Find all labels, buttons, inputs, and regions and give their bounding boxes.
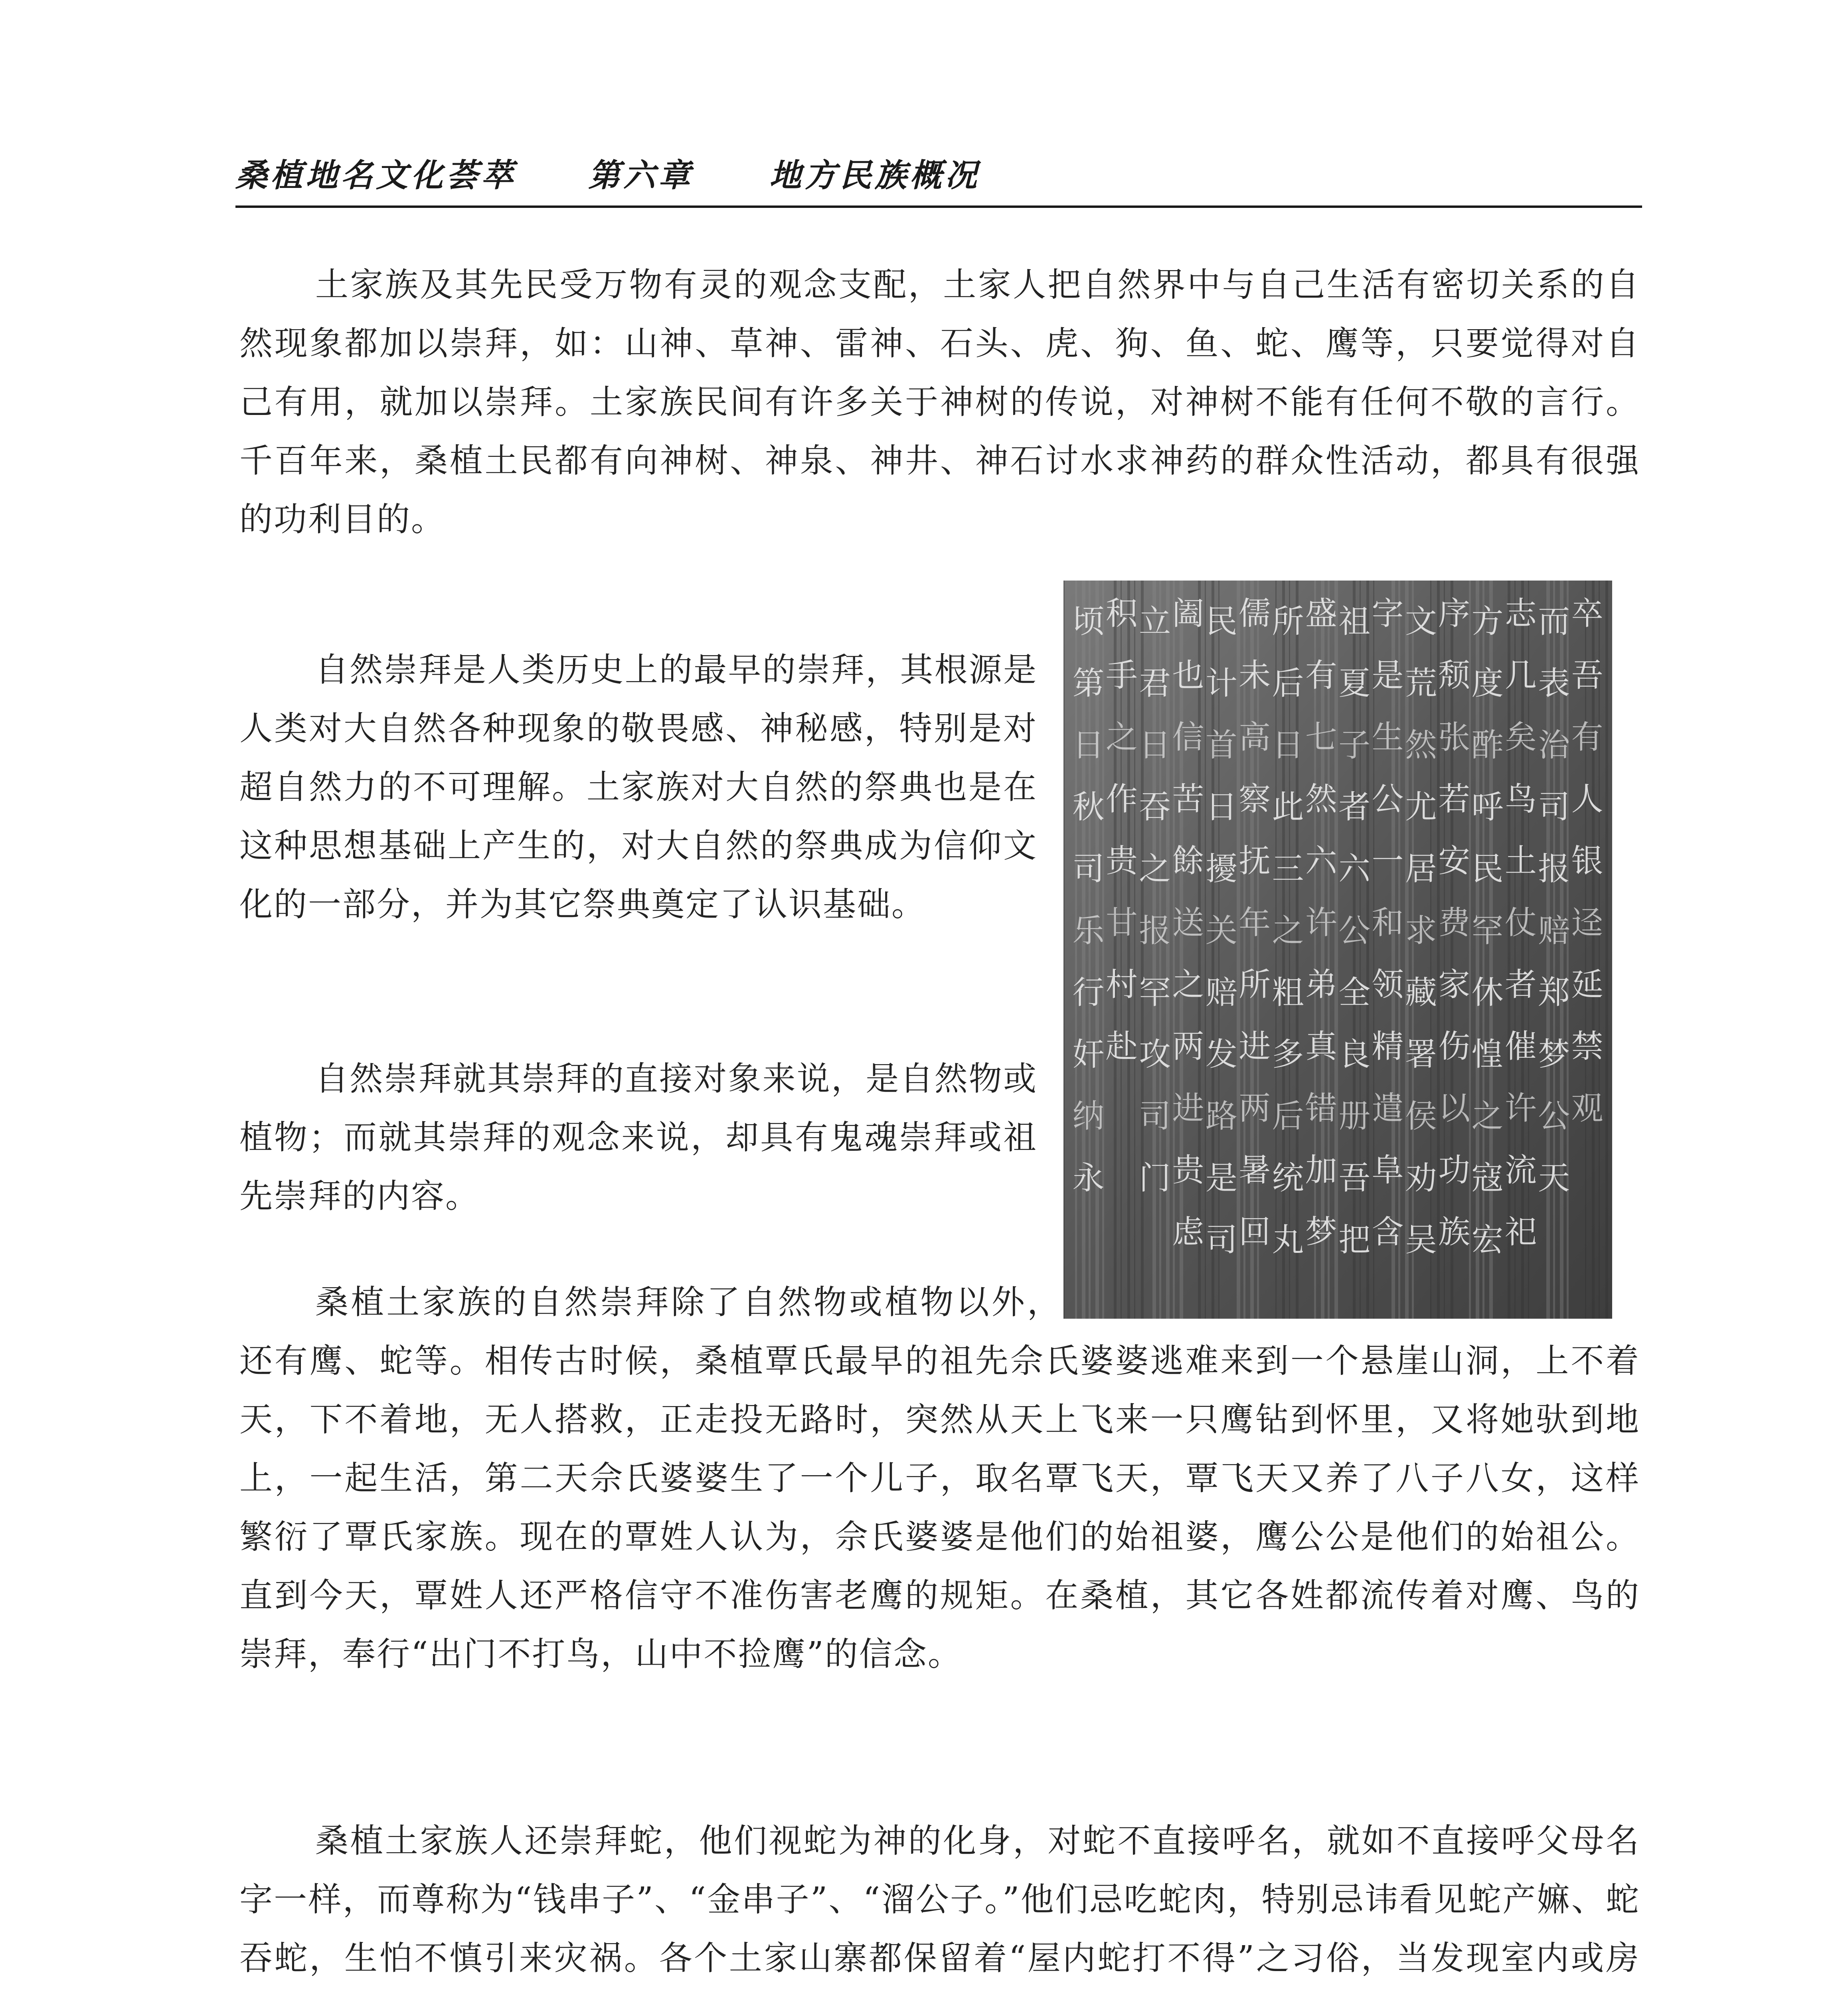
stele-character: 呼	[1471, 788, 1504, 826]
stele-character: 所	[1272, 603, 1304, 640]
stone-texture-streak	[1605, 581, 1608, 1319]
header-chapter: 第六章	[588, 156, 694, 194]
stele-character: 进	[1239, 1028, 1271, 1065]
stele-character: 吴	[1405, 1221, 1437, 1258]
stele-character: 秋	[1072, 788, 1105, 826]
stele-character: 抚	[1239, 842, 1271, 879]
stele-character: 和	[1372, 904, 1404, 941]
stele-character: 延	[1571, 966, 1603, 1003]
stele-character: 年	[1239, 904, 1271, 941]
stele-character: 以	[1438, 1090, 1470, 1127]
stele-character: 安	[1438, 842, 1470, 879]
stele-character: 罕	[1139, 974, 1171, 1011]
stele-character: 赴	[1105, 1028, 1138, 1065]
stele-character: 方	[1471, 603, 1504, 640]
stele-character: 阜	[1372, 1152, 1404, 1189]
stele-character: 然	[1405, 727, 1437, 764]
stele-character: 册	[1338, 1098, 1371, 1135]
stele-character: 路	[1205, 1098, 1237, 1135]
stele-character: 者	[1338, 788, 1371, 826]
stele-character: 祀	[1504, 1213, 1537, 1250]
stele-character: 擾	[1205, 850, 1237, 887]
stele-character: 银	[1571, 842, 1603, 879]
stele-character: 司	[1139, 1098, 1171, 1135]
stele-character: 君	[1139, 665, 1171, 702]
stele-character: 首	[1205, 727, 1237, 764]
stele-character: 侯	[1405, 1098, 1437, 1135]
stele-character: 流	[1504, 1152, 1537, 1189]
stele-character: 公	[1338, 912, 1371, 949]
header-chapter-title: 地方民族概况	[769, 156, 980, 194]
stele-character: 加	[1305, 1152, 1337, 1189]
stele-character: 公	[1372, 780, 1404, 818]
stele-character: 许	[1504, 1090, 1537, 1127]
paragraph-2: 自然崇拜是人类历史上的最早的崇拜，其根源是人类对大自然各种现象的敬畏感、神秘感，特别是对超自然力的不可理解。土家族对大自然的祭典也是在这种思想基础上产生的，对大自然的祭典成为信仰文化的一部分，并为其它祭典奠定了认识基础。	[239, 650, 1038, 924]
stele-character: 良	[1338, 1036, 1371, 1073]
stele-character: 作	[1105, 780, 1138, 818]
stele-character: 领	[1372, 966, 1404, 1003]
stele-character: 之	[1139, 850, 1171, 887]
stele-character: 表	[1538, 665, 1570, 702]
stele-character: 公	[1538, 1098, 1570, 1135]
stele-character: 之	[1172, 966, 1204, 1003]
stele-character: 禁	[1571, 1028, 1603, 1065]
stele-character: 文	[1405, 603, 1437, 640]
stele-character: 真	[1305, 1028, 1337, 1065]
stele-character: 鸟	[1504, 780, 1537, 818]
stele-character: 罕	[1471, 912, 1504, 949]
running-header	[235, 150, 980, 196]
stele-character: 催	[1504, 1028, 1537, 1065]
stele-character: 报	[1139, 912, 1171, 949]
stele-character: 乐	[1072, 912, 1105, 949]
stele-character: 梦	[1305, 1213, 1337, 1250]
stele-character: 吞	[1139, 788, 1171, 826]
stele-character: 全	[1338, 974, 1371, 1011]
stele-character: 贵	[1105, 842, 1138, 879]
stele-character: 精	[1372, 1028, 1404, 1065]
stele-character: 报	[1538, 850, 1570, 887]
stele-character: 卒	[1571, 595, 1603, 632]
stele-character: 手	[1105, 657, 1138, 694]
stele-character: 立	[1139, 603, 1171, 640]
header-divider	[235, 205, 1642, 208]
stele-character: 之	[1471, 1098, 1504, 1135]
stele-character: 积	[1105, 595, 1138, 632]
stele-character: 日	[1072, 727, 1105, 764]
stele-character: 进	[1172, 1090, 1204, 1127]
stele-character: 吾	[1338, 1159, 1371, 1197]
stele-character: 司	[1538, 788, 1570, 826]
stele-character: 攻	[1139, 1036, 1171, 1073]
paragraph-1: 土家族及其先民受万物有灵的观念支配，土家人把自然界中与自己生活有密切关系的自然现象都加以崇拜，如：山神、草神、雷神、石头、虎、狗、鱼、蛇、鹰等，只要觉得对自己有用，就加以崇拜。土家族民间有许多关于神树的传说，对神树不能有任何不敬的言行。千百年来，桑植土民都有向神树、神泉、神井、神石讨水求神药的群众性活动，都具有很强的功利目的。	[239, 265, 1640, 539]
stele-character: 六	[1338, 850, 1371, 887]
stele-character: 儒	[1239, 595, 1271, 632]
stele-character: 许	[1305, 904, 1337, 941]
stele-character: 惶	[1471, 1036, 1504, 1073]
stele-character: 寇	[1471, 1159, 1504, 1197]
stele-character: 七	[1305, 719, 1337, 756]
stele-character: 族	[1438, 1213, 1470, 1250]
stele-character: 日	[1272, 727, 1304, 764]
stele-character: 后	[1272, 1098, 1304, 1135]
stele-character: 荒	[1405, 665, 1437, 702]
stele-character: 第	[1072, 665, 1105, 702]
stele-character: 关	[1205, 912, 1237, 949]
stele-character: 土	[1504, 842, 1537, 879]
stele-character: 人	[1571, 780, 1603, 818]
stele-rubbing-svg	[1063, 581, 1612, 1319]
stele-character: 序	[1438, 595, 1470, 632]
stele-character: 仗	[1504, 904, 1537, 941]
paragraph-3: 自然崇拜就其崇拜的直接对象来说，是自然物或植物；而就其崇拜的观念来说，却具有鬼魂崇拜或祖先崇拜的内容。	[239, 1059, 1038, 1215]
stele-character: 观	[1571, 1090, 1603, 1127]
stele-character: 者	[1504, 966, 1537, 1003]
paragraph-5: 桑植土家族人还崇拜蛇，他们视蛇为神的化身，对蛇不直接呼名，就如不直接呼父母名字一样，而尊称为“钱串子”、“金串子”、“溜公子。”他们忌吃蛇肉，特别忌讳看见蛇产嫲、蛇吞蛇，生怕不慎引来灾祸。各个土家山寨都保留着“屋内蛇打不得”之习俗，当发现室内或房	[239, 1821, 1640, 1977]
stele-character: 郑	[1538, 974, 1570, 1011]
stele-character: 所	[1239, 966, 1271, 1003]
stele-character: 伤	[1438, 1028, 1470, 1065]
stele-character: 遣	[1372, 1090, 1404, 1127]
stele-character: 盛	[1305, 595, 1337, 632]
paragraph-4-text: 桑植土家族的自然崇拜除了自然物或植物以外，还有鹰、蛇等。相传古时候，桑植覃氏最早的祖先佘氏婆婆逃难来到一个悬崖山洞，上不着天，下不着地，无人搭救，正走投无路时，突然从天上飞来一只鹰钻到怀里，又将她驮到地上，一起生活，第二天佘氏婆婆生了一个儿子，取名覃飞天，覃飞天又养了八子八女，这样繁衍了覃氏家族。现在的覃姓人认为，佘氏婆婆是他们的始祖婆，鹰公公是他们的始祖公。直到今天，覃姓人还严格信守不准伤害老鹰的规矩。在桑植，其它各姓都流传着对鹰、鸟的崇拜，奉行“出门不打鸟，山中不捡鹰”的信念。	[239, 1283, 1640, 1673]
stele-character: 多	[1272, 1036, 1304, 1073]
stele-character: 民	[1205, 603, 1237, 640]
stele-character: 几	[1504, 657, 1537, 694]
stele-character: 司	[1072, 850, 1105, 887]
stele-character: 然	[1305, 780, 1337, 818]
stele-character: 村	[1105, 966, 1138, 1003]
stele-character: 虑	[1172, 1213, 1204, 1250]
stele-character: 署	[1405, 1036, 1437, 1073]
stele-character: 有	[1571, 719, 1603, 756]
stele-character: 餘	[1172, 842, 1204, 879]
stele-character: 送	[1172, 904, 1204, 941]
stele-character: 赔	[1205, 974, 1237, 1011]
stele-character: 一	[1372, 842, 1404, 879]
stele-character: 察	[1239, 780, 1271, 818]
stele-character: 未	[1239, 657, 1271, 694]
stele-character: 丸	[1272, 1221, 1304, 1258]
paragraph-4	[239, 1273, 1640, 1683]
stele-character: 子	[1338, 727, 1371, 764]
stele-rubbing-image	[1063, 581, 1612, 1319]
stele-character: 错	[1305, 1090, 1337, 1127]
stele-character: 日	[1205, 788, 1237, 826]
stele-character: 藏	[1405, 974, 1437, 1011]
stele-character: 暑	[1239, 1152, 1271, 1189]
stele-character: 甘	[1105, 904, 1138, 941]
stele-character: 之	[1105, 719, 1138, 756]
stele-character: 是	[1205, 1159, 1237, 1197]
stele-character: 六	[1305, 842, 1337, 879]
stele-character: 后	[1272, 665, 1304, 702]
stele-character: 纳	[1072, 1098, 1105, 1135]
stele-character: 而	[1538, 603, 1570, 640]
stele-character: 祖	[1338, 603, 1371, 640]
stele-character: 休	[1471, 974, 1504, 1011]
stele-character: 也	[1172, 657, 1204, 694]
stele-character: 两	[1172, 1028, 1204, 1065]
stele-character: 发	[1205, 1036, 1237, 1073]
stele-character: 之	[1272, 912, 1304, 949]
stele-character: 颓	[1438, 657, 1470, 694]
stele-character: 梦	[1538, 1036, 1570, 1073]
stele-character: 民	[1471, 850, 1504, 887]
stele-character: 日	[1139, 727, 1171, 764]
stele-character: 张	[1438, 719, 1470, 756]
stele-character: 回	[1239, 1213, 1271, 1250]
stele-character: 司	[1205, 1221, 1237, 1258]
header-book-title: 桑植地名文化荟萃	[235, 156, 516, 194]
stele-character: 此	[1272, 788, 1304, 826]
stele-character: 粗	[1272, 974, 1304, 1011]
stele-character: 酢	[1471, 727, 1504, 764]
image-wrap-gap	[1061, 1273, 1640, 1325]
stele-character: 吾	[1571, 657, 1603, 694]
stele-character: 功	[1438, 1152, 1470, 1189]
stele-character: 家	[1438, 966, 1470, 1003]
stele-character: 高	[1239, 719, 1271, 756]
stele-character: 奸	[1072, 1036, 1105, 1073]
stele-character: 费	[1438, 904, 1470, 941]
stele-character: 有	[1305, 657, 1337, 694]
stele-character: 若	[1438, 780, 1470, 818]
stele-character: 顷	[1072, 603, 1105, 640]
stele-character: 门	[1139, 1159, 1171, 1197]
stele-character: 矣	[1504, 719, 1537, 756]
stele-character: 尤	[1405, 788, 1437, 826]
stele-character: 字	[1372, 595, 1404, 632]
stele-character: 永	[1072, 1159, 1105, 1197]
stele-character: 统	[1272, 1159, 1304, 1197]
stele-character: 求	[1405, 912, 1437, 949]
stele-character: 贵	[1172, 1152, 1204, 1189]
stele-character: 行	[1072, 974, 1105, 1011]
stele-character: 夏	[1338, 665, 1371, 702]
stele-character: 苦	[1172, 780, 1204, 818]
stele-character: 迳	[1571, 904, 1603, 941]
stone-texture-streak	[1063, 581, 1065, 1319]
stele-character: 度	[1471, 665, 1504, 702]
stele-character: 阖	[1172, 595, 1204, 632]
stele-character: 计	[1205, 665, 1237, 702]
stele-character: 宏	[1471, 1221, 1504, 1258]
stele-character: 居	[1405, 850, 1437, 887]
stele-character: 天	[1538, 1159, 1570, 1197]
stele-character: 弟	[1305, 966, 1337, 1003]
stele-character: 把	[1338, 1221, 1371, 1258]
stele-character: 劝	[1405, 1159, 1437, 1197]
stele-character: 三	[1272, 850, 1304, 887]
stele-character: 含	[1372, 1213, 1404, 1250]
stele-character: 是	[1372, 657, 1404, 694]
stele-character: 赔	[1538, 912, 1570, 949]
stele-character: 信	[1172, 719, 1204, 756]
stele-character: 生	[1372, 719, 1404, 756]
stele-character: 治	[1538, 727, 1570, 764]
stele-character: 两	[1239, 1090, 1271, 1127]
stele-character: 志	[1504, 595, 1537, 632]
